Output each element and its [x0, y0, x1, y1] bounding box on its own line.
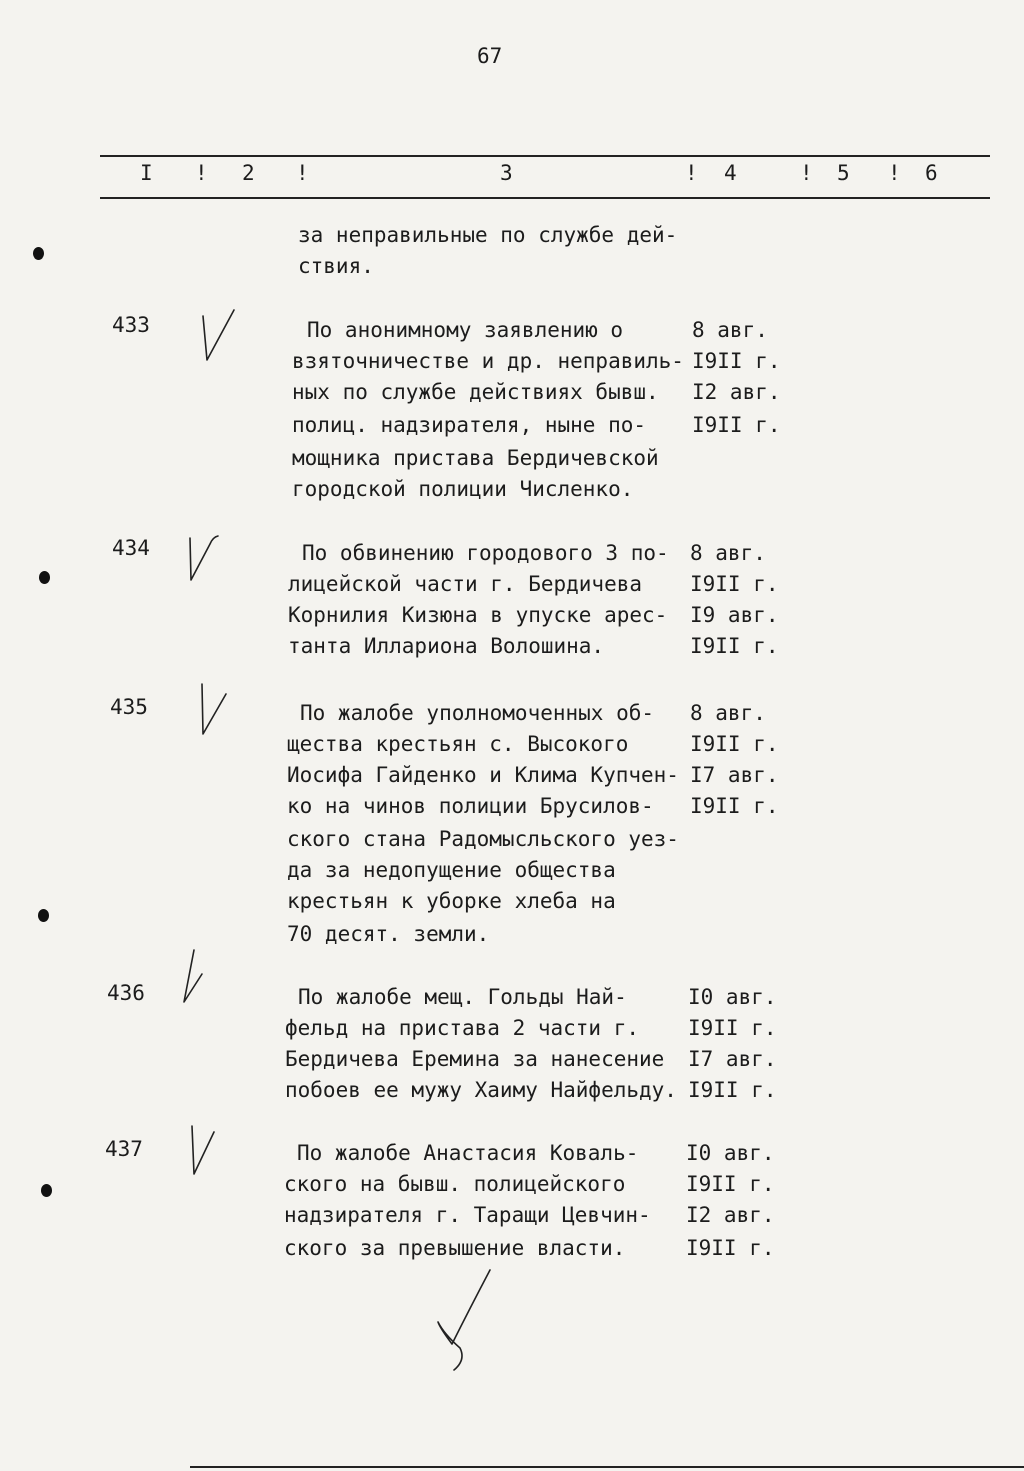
entry-text-line: щества крестьян с. Высокого — [287, 732, 629, 756]
column-separator: ! — [888, 161, 901, 185]
continuation-line: за неправильные по службе дей- — [298, 223, 678, 247]
entry-date: I9II г. — [688, 1078, 777, 1102]
entry-number: 437 — [105, 1137, 143, 1161]
header-rule-top — [100, 155, 990, 157]
entry-text-line: Корнилия Кизюна в упуске арес- — [288, 603, 668, 627]
entry-text-line: ского за превышение власти. — [284, 1236, 626, 1260]
entry-text-line: По жалобе Анастасия Коваль- — [297, 1141, 639, 1165]
continuation-line: ствия. — [298, 254, 374, 278]
page-number: 67 — [477, 44, 503, 68]
entry-number: 433 — [112, 313, 150, 337]
column-separator: ! — [296, 161, 309, 185]
column-header-2: 2 — [242, 161, 255, 185]
punch-hole-icon — [38, 909, 49, 922]
entry-text-line: да за недопущение общества — [287, 858, 616, 882]
check-mark-icon — [200, 308, 240, 368]
entry-date: 8 авг. — [690, 701, 766, 725]
handwritten-scribble-icon — [430, 1268, 500, 1378]
column-header-6: 6 — [925, 161, 938, 185]
column-header-4: 4 — [724, 161, 737, 185]
entry-text-line: взяточничестве и др. неправиль- — [292, 349, 684, 373]
column-header-3: 3 — [500, 161, 513, 185]
punch-hole-icon — [39, 571, 50, 584]
punch-hole-icon — [33, 247, 44, 260]
entry-date: I2 авг. — [692, 380, 781, 404]
entry-date: I9II г. — [690, 572, 779, 596]
entry-date: 8 авг. — [690, 541, 766, 565]
check-mark-icon — [186, 1122, 226, 1182]
entry-number: 436 — [107, 981, 145, 1005]
entry-text-line: ского на бывш. полицейского — [284, 1172, 626, 1196]
entry-date: I9II г. — [690, 732, 779, 756]
entry-text-line: 70 десят. земли. — [287, 922, 490, 946]
entry-date: I7 авг. — [690, 763, 779, 787]
entry-text-line: лицейской части г. Бердичева — [288, 572, 643, 596]
entry-date: I9II г. — [692, 349, 781, 373]
column-header-1: I — [140, 161, 153, 185]
header-rule-bottom — [100, 197, 990, 199]
entry-text-line: ных по службе действиях бывш. — [292, 380, 659, 404]
column-header-5: 5 — [837, 161, 850, 185]
entry-date: I9II г. — [686, 1172, 775, 1196]
entry-number: 435 — [110, 695, 148, 719]
entry-date: I9II г. — [688, 1016, 777, 1040]
entry-text-line: Бердичева Еремина за нанесение — [285, 1047, 665, 1071]
entry-text-line: надзирателя г. Таращи Цевчин- — [284, 1203, 651, 1227]
entry-date: I2 авг. — [686, 1203, 775, 1227]
entry-text-line: По жалобе уполномоченных об- — [300, 701, 655, 725]
entry-date: I0 авг. — [688, 985, 777, 1009]
entry-text-line: Иосифа Гайденко и Клима Купчен- — [287, 763, 679, 787]
column-separator: ! — [800, 161, 813, 185]
entry-date: I9II г. — [692, 413, 781, 437]
punch-hole-icon — [41, 1184, 52, 1197]
entry-date: I9 авг. — [690, 603, 779, 627]
entry-text-line: городской полиции Численко. — [292, 477, 634, 501]
entry-date: I9II г. — [690, 794, 779, 818]
entry-number: 434 — [112, 536, 150, 560]
footer-rule — [190, 1466, 1024, 1468]
entry-text-line: По анонимному заявлению о — [307, 318, 624, 342]
check-mark-icon — [196, 682, 236, 742]
column-separator: ! — [195, 161, 208, 185]
column-separator: ! — [685, 161, 698, 185]
entry-text-line: По обвинению городового 3 по- — [302, 541, 669, 565]
entry-text-line: По жалобе мещ. Гольды Най- — [298, 985, 627, 1009]
entry-text-line: крестьян к уборке хлеба на — [287, 889, 616, 913]
check-mark-icon — [178, 950, 218, 1010]
entry-text-line: ского стана Радомысльского уез- — [287, 827, 679, 851]
check-mark-icon — [186, 532, 226, 592]
entry-text-line: фельд на пристава 2 части г. — [285, 1016, 640, 1040]
entry-date: I9II г. — [690, 634, 779, 658]
entry-text-line: побоев ее мужу Хаиму Найфельду. — [285, 1078, 677, 1102]
entry-date: I7 авг. — [688, 1047, 777, 1071]
entry-text-line: ко на чинов полиции Брусилов- — [287, 794, 654, 818]
entry-date: I0 авг. — [686, 1141, 775, 1165]
entry-text-line: мощника пристава Бердичевской — [292, 446, 659, 470]
entry-date: I9II г. — [686, 1236, 775, 1260]
entry-date: 8 авг. — [692, 318, 768, 342]
entry-text-line: танта Иллариона Волошина. — [288, 634, 605, 658]
entry-text-line: полиц. надзирателя, ныне по- — [292, 413, 647, 437]
